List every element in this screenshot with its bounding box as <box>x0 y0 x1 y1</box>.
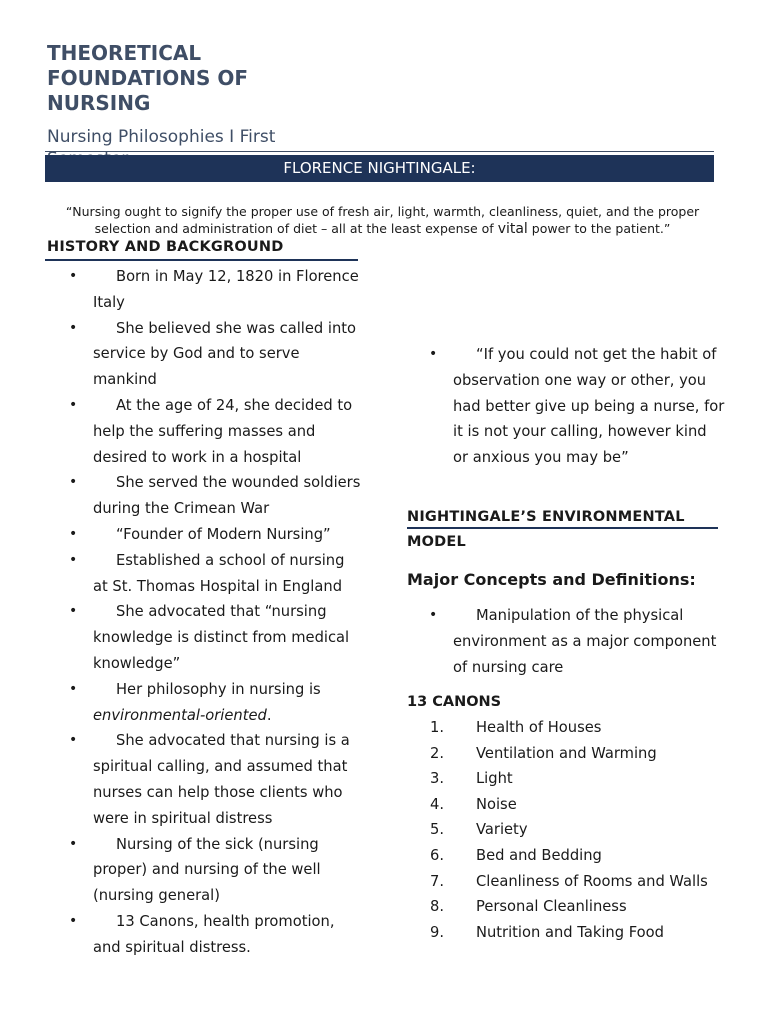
bullet-icon: • <box>69 319 78 336</box>
canon-text: Light <box>476 770 513 788</box>
history-heading: HISTORY AND BACKGROUND <box>47 239 284 255</box>
history-item-text: She advocated that “nursing knowledge is distinct from medical knowledge” <box>93 603 350 672</box>
list-item <box>407 342 725 471</box>
list-item <box>407 894 727 920</box>
philosophy-emphasis: environmental-oriented <box>93 706 267 724</box>
list-item <box>407 869 727 895</box>
list-item <box>47 548 363 600</box>
concepts-list <box>407 603 725 680</box>
list-item <box>47 677 363 729</box>
document-subtitle: Nursing Philosophies I First <box>47 127 276 147</box>
bullet-icon: • <box>69 835 78 852</box>
bullet-icon: • <box>429 346 438 362</box>
canon-number: 5. <box>430 821 445 839</box>
bullet-icon: • <box>69 732 78 749</box>
philosophy-end: . <box>266 706 272 724</box>
canon-text: Bed and Bedding <box>476 846 602 864</box>
model-heading-rule <box>407 527 718 529</box>
concepts-heading: Major Concepts and Definitions: <box>407 570 696 589</box>
list-item <box>407 741 727 767</box>
canon-number: 7. <box>430 872 445 890</box>
canon-text: Ventilation and Warming <box>476 744 657 762</box>
list-item <box>407 817 727 843</box>
document-title: THEORETICAL FOUNDATIONS OF NURSING <box>47 41 249 115</box>
observation-quote-list <box>407 342 725 471</box>
list-item <box>47 393 363 470</box>
history-item-text: Established a school of nursing at St. Thomas Hospital in England <box>93 551 345 595</box>
canon-text: Noise <box>476 795 517 813</box>
list-item <box>47 316 363 393</box>
history-item-text: Born in May 12, 1820 in Florence Italy <box>93 268 359 311</box>
canon-number: 6. <box>430 846 445 864</box>
list-item <box>407 920 727 946</box>
bullet-icon: • <box>69 680 78 697</box>
nightingale-quote <box>45 203 720 238</box>
bullet-icon: • <box>69 396 78 413</box>
list-item <box>47 522 363 548</box>
canon-text: Cleanliness of Rooms and Walls <box>476 872 708 890</box>
bullet-icon: • <box>429 607 438 623</box>
history-list <box>47 264 363 961</box>
list-item <box>407 792 727 818</box>
bullet-icon: • <box>69 551 78 568</box>
history-item-text: “Founder of Modern Nursing” <box>116 525 331 543</box>
list-item <box>47 264 363 316</box>
canon-text: Variety <box>476 821 528 839</box>
bullet-icon: • <box>69 603 78 620</box>
list-item <box>47 470 363 522</box>
quote-part-3: power to the patient.” <box>527 221 671 236</box>
quote-emphasis: vital <box>497 221 528 237</box>
bullet-icon: • <box>69 474 78 491</box>
list-item <box>407 715 727 741</box>
bullet-icon: • <box>69 268 78 284</box>
history-item-text: She advocated that nursing is a spiritual calling, and assumed that nurses can help those clients who were in spiritual distress <box>93 732 350 827</box>
canon-number: 3. <box>430 770 445 788</box>
list-item <box>47 832 363 909</box>
canons-list <box>407 715 727 945</box>
history-item-text: She served the wounded soldiers during the Crimean War <box>93 474 361 518</box>
history-heading-rule <box>45 259 358 261</box>
canon-text: Personal Cleanliness <box>476 898 627 916</box>
history-item-text: Nursing of the sick (nursing proper) and nursing of the well (nursing general) <box>93 835 321 905</box>
history-item-text: Her philosophy in nursing is <box>116 680 321 698</box>
concept-text: Manipulation of the physical environment as a major component of nursing care <box>453 607 717 676</box>
history-item-text: At the age of 24, she decided to help the suffering masses and desired to work in a hospital <box>93 396 353 466</box>
subtitle-divider <box>45 151 714 152</box>
observation-quote-text: “If you could not get the habit of observation one way or other, you had better give up being a nurse, for it is not your calling, however kind or anxious you may be” <box>453 346 725 467</box>
canon-number: 8. <box>430 898 445 916</box>
canon-number: 9. <box>430 923 445 941</box>
list-item <box>47 599 363 676</box>
quote-part-1: “Nursing ought to signify the proper use of fresh air, light, warmth, cleanliness, quiet, and the proper selection and administration of diet – all at the least expense of <box>65 204 700 236</box>
list-item <box>407 843 727 869</box>
list-item <box>47 909 363 961</box>
list-item <box>407 766 727 792</box>
history-item-text: She believed she was called into service by God and to serve mankind <box>93 319 357 389</box>
bullet-icon: • <box>69 525 78 542</box>
canon-text: Nutrition and Taking Food <box>476 923 664 941</box>
history-item-text: 13 Canons, health promotion, and spiritual distress. <box>93 912 335 956</box>
canon-number: 4. <box>430 795 445 813</box>
list-item <box>47 728 363 831</box>
canons-heading: 13 CANONS <box>407 694 502 710</box>
environmental-model-heading: NIGHTINGALE’S ENVIRONMENTAL MODEL <box>407 509 685 550</box>
canon-text: Health of Houses <box>476 719 602 736</box>
canon-number: 2. <box>430 744 445 762</box>
section-banner: FLORENCE NIGHTINGALE: <box>45 155 714 182</box>
list-item <box>407 603 725 680</box>
canon-number: 1. <box>430 719 445 736</box>
bullet-icon: • <box>69 912 78 929</box>
